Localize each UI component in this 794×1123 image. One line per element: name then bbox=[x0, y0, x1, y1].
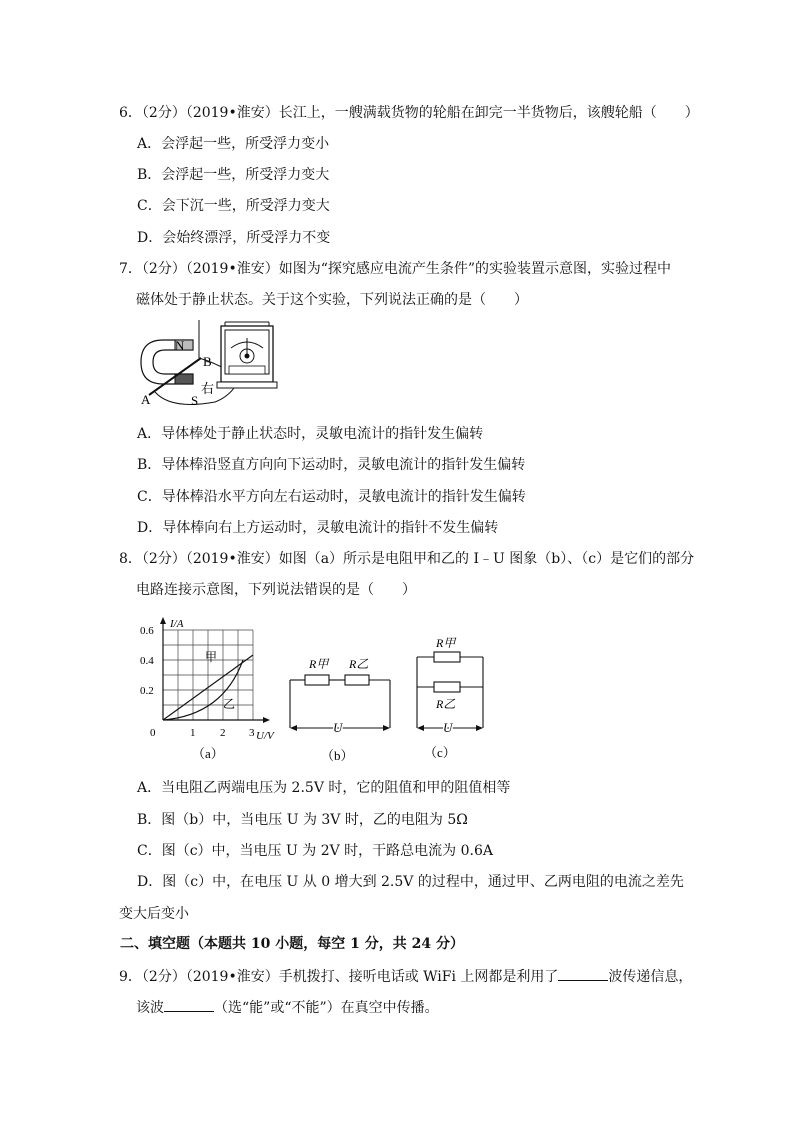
q8-figure-a-iu-graph bbox=[138, 615, 288, 765]
resistor-yi bbox=[345, 675, 369, 685]
q8-option-a: A．当电阻乙两端电压为 2.5V 时，它的阻值和甲的阻值相等 bbox=[137, 780, 511, 796]
label-u: U bbox=[443, 720, 453, 735]
q6-option-a: A．会浮起一些，所受浮力变小 bbox=[137, 136, 330, 152]
label-r-jia: R甲 bbox=[436, 636, 456, 650]
y-tick-04: 0.4 bbox=[140, 655, 154, 667]
figure-b-caption: （b） bbox=[321, 748, 354, 763]
x-tick-2: 2 bbox=[220, 727, 226, 739]
q7-option-d: D．导体棒向右上方运动时，灵敏电流计的指针不发生偏转 bbox=[137, 520, 499, 536]
q8-stem-line1: 8．（2分）（2019•淮安）如图（a）所示是电阻甲和乙的 I﹣U 图象（b）、（c）是它们的部分 bbox=[119, 551, 695, 567]
label-s: S bbox=[191, 393, 199, 408]
q7-option-a: A．导体棒处于静止状态时，灵敏电流计的指针发生偏转 bbox=[137, 426, 484, 442]
label-r-yi: R乙 bbox=[349, 657, 369, 671]
x-axis-label: U/V bbox=[256, 730, 274, 742]
galvanometer bbox=[217, 322, 277, 388]
q9-line2-text-a: 该波 bbox=[136, 1000, 164, 1016]
label-right: 右 bbox=[201, 381, 215, 396]
q7-option-c: C．导体棒沿水平方向左右运动时，灵敏电流计的指针发生偏转 bbox=[137, 489, 526, 505]
figure-c-caption: （c） bbox=[424, 745, 456, 760]
q6-option-b: B．会浮起一些，所受浮力变大 bbox=[137, 167, 330, 183]
label-b: B bbox=[203, 354, 212, 369]
section-2-title: 二、填空题（本题共 10 小题，每空 1 分，共 24 分） bbox=[120, 936, 464, 952]
resistor-yi bbox=[434, 682, 460, 692]
resistor-jia bbox=[434, 652, 460, 662]
x-tick-0: 0 bbox=[150, 727, 156, 739]
q9-line1 bbox=[119, 966, 692, 987]
q8-figure-c-parallel-circuit bbox=[412, 635, 492, 765]
y-axis-label: I/A bbox=[170, 618, 184, 630]
figure-a-caption: （a） bbox=[192, 746, 224, 761]
q7-option-b: B．导体棒沿竖直方向向下运动时，灵敏电流计的指针发生偏转 bbox=[137, 457, 526, 473]
q6-option-d: D．会始终漂浮，所受浮力不变 bbox=[137, 230, 331, 246]
q8-option-b: B．图（b）中，当电压 U 为 3V 时，乙的电阻为 5Ω bbox=[137, 812, 468, 828]
label-r-yi: R乙 bbox=[436, 697, 456, 711]
q9-line2-text-b: （选“能”或“不能”）在真空中传播。 bbox=[214, 1000, 439, 1016]
y-tick-02: 0.2 bbox=[140, 685, 154, 697]
resistor-jia bbox=[305, 675, 329, 685]
label-u: U bbox=[333, 720, 343, 735]
q8-option-d: D．图（c）中，在电压 U 从 0 增大到 2.5V 的过程中，通过甲、乙两电阻的电流之差先 bbox=[137, 874, 684, 890]
q9-line2 bbox=[136, 997, 439, 1018]
q6-option-c: C．会下沉一些，所受浮力变大 bbox=[137, 198, 330, 214]
x-tick-1: 1 bbox=[190, 727, 196, 739]
label-a: A bbox=[141, 392, 151, 407]
curve-yi-label: 乙 bbox=[223, 697, 236, 711]
q9-blank-1[interactable] bbox=[558, 966, 608, 981]
q7-stem-line2: 磁体处于静止状态。关于这个实验，下列说法正确的是（ ） bbox=[136, 292, 528, 308]
q8-figure-b-series-circuit bbox=[285, 650, 395, 768]
q9-line1-text-a: 9．（2分）（2019•淮安）手机拨打、接听电话或 WiFi 上网都是利用了 bbox=[119, 969, 559, 985]
label-n: N bbox=[175, 338, 185, 353]
curve-jia-label: 甲 bbox=[205, 650, 218, 664]
q7-apparatus-figure bbox=[135, 318, 285, 410]
x-tick-3: 3 bbox=[249, 727, 255, 739]
q9-line1-text-b: 波传递信息， bbox=[608, 969, 693, 985]
q8-option-c: C．图（c）中，当电压 U 为 2V 时，干路总电流为 0.6A bbox=[137, 843, 493, 859]
q9-blank-2[interactable] bbox=[164, 997, 214, 1012]
y-tick-06: 0.6 bbox=[140, 625, 154, 637]
q7-stem-line1: 7．（2分）（2019•淮安）如图为“探究感应电流产生条件”的实验装置示意图，实验过程中 bbox=[119, 261, 672, 277]
q6-stem: 6．（2分）（2019•淮安）长江上，一艘满载货物的轮船在卸完一半货物后，该艘轮船（ ） bbox=[119, 105, 699, 121]
q8-option-d-continued: 变大后变小 bbox=[119, 906, 189, 922]
label-r-jia: R甲 bbox=[309, 657, 329, 671]
q8-stem-line2: 电路连接示意图，下列说法错误的是（ ） bbox=[136, 582, 416, 598]
